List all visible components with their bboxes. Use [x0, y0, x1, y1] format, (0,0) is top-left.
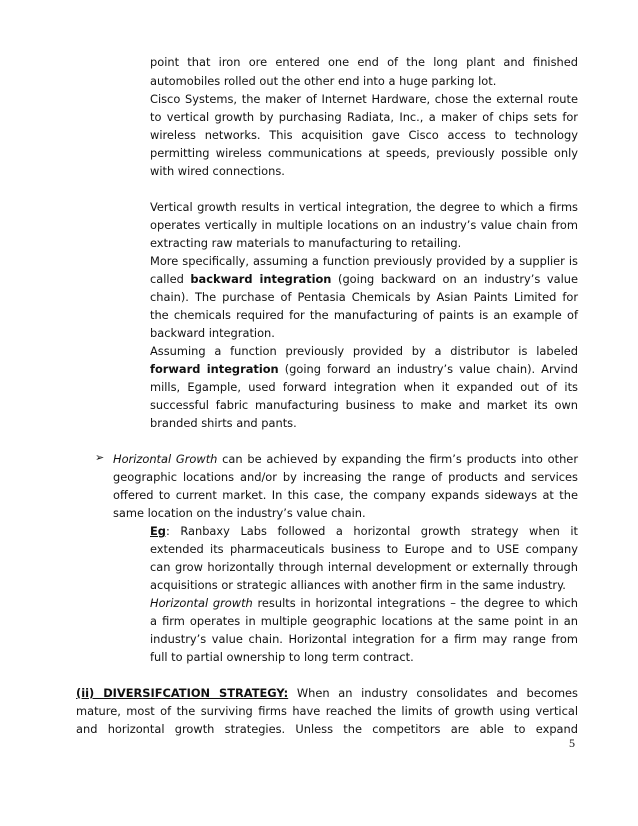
body-line: full to partial ownership to long term contract.	[150, 650, 414, 664]
text-run: : Ranbaxy Labs followed a horizontal growth strategy when it	[165, 524, 578, 538]
term-horizontal-growth: Horizontal growth	[150, 596, 253, 610]
body-line: acquisitions or strategic alliances with another firm in the same industry.	[150, 578, 566, 592]
text-run: results in horizontal integrations – the degree to which	[252, 596, 578, 610]
term-backward-integration: backward integration	[190, 272, 332, 286]
body-line: Assuming a function previously provided by a distributor is labeled	[150, 344, 578, 358]
body-line	[150, 594, 578, 612]
body-line: extended its pharmaceuticals business to Europe and to USE company	[150, 542, 578, 556]
body-line: the chemicals required for the manufacturing of paints is an example of	[150, 308, 578, 322]
body-line: Cisco Systems, the maker of Internet Hardware, chose the external route	[150, 92, 578, 106]
body-line: branded shirts and pants.	[150, 416, 297, 430]
text-run: (going forward an industry’s value chain). Arvind	[278, 362, 578, 376]
body-line	[76, 684, 578, 702]
text-run: (going backward on an industry’s value	[331, 272, 578, 286]
body-line: same location on the industry’s value chain.	[113, 506, 366, 520]
body-line: operates vertically in multiple locations on an industry’s value chain from	[150, 218, 578, 232]
body-line: offered to current market. In this case, the company expands sideways at the	[113, 488, 578, 502]
text-run: When an industry consolidates and becomes	[288, 686, 578, 700]
body-line: chain). The purchase of Pentasia Chemicals by Asian Paints Limited for	[150, 290, 578, 304]
arrow-bullet-icon: ➢	[95, 451, 105, 464]
body-line	[150, 360, 578, 378]
page-number: 5	[569, 736, 575, 750]
body-line: geographic locations and/or by increasing the range of products and services	[113, 470, 578, 484]
body-line: successful fabric manufacturing business to make and market its own	[150, 398, 578, 412]
body-line: permitting wireless communications at speeds, previously possible only	[150, 146, 578, 160]
body-line: backward integration.	[150, 326, 275, 340]
term-horizontal-growth: Horizontal Growth	[113, 452, 218, 466]
body-line: mills, Egample, used forward integration when it expanded out of its	[150, 380, 578, 394]
body-line: industry’s value chain. Horizontal integration for a firm may range from	[150, 632, 578, 646]
example-label: Eg	[150, 524, 166, 538]
body-line: point that iron ore entered one end of the long plant and finished	[150, 55, 578, 69]
body-line	[150, 522, 578, 540]
text-run: can be achieved by expanding the firm’s products into other	[217, 452, 578, 466]
term-forward-integration: forward integration	[150, 362, 279, 376]
body-line: to vertical growth by purchasing Radiata, Inc., a maker of chips sets for	[150, 110, 578, 124]
body-line: and horizontal growth strategies. Unless the competitors are able to expand	[76, 722, 578, 736]
body-line: with wired connections.	[150, 164, 285, 178]
body-line	[150, 270, 578, 288]
body-line: can grow horizontally through internal development or externally through	[150, 560, 578, 574]
body-line: automobiles rolled out the other end into a huge parking lot.	[150, 74, 497, 88]
body-line: Vertical growth results in vertical integration, the degree to which a firms	[150, 200, 578, 214]
body-line: extracting raw materials to manufacturing to retailing.	[150, 236, 462, 250]
body-line: mature, most of the surviving firms have reached the limits of growth using vertical	[76, 704, 578, 718]
body-line: More specifically, assuming a function previously provided by a supplier is	[150, 254, 578, 268]
section-heading: (ii) DIVERSIFCATION STRATEGY:	[76, 686, 289, 700]
body-line: wireless networks. This acquisition gave Cisco access to technology	[150, 128, 578, 142]
body-line: a firm operates in multiple geographic locations at the same point in an	[150, 614, 578, 628]
text-run: called	[150, 272, 191, 286]
body-line	[113, 450, 578, 468]
